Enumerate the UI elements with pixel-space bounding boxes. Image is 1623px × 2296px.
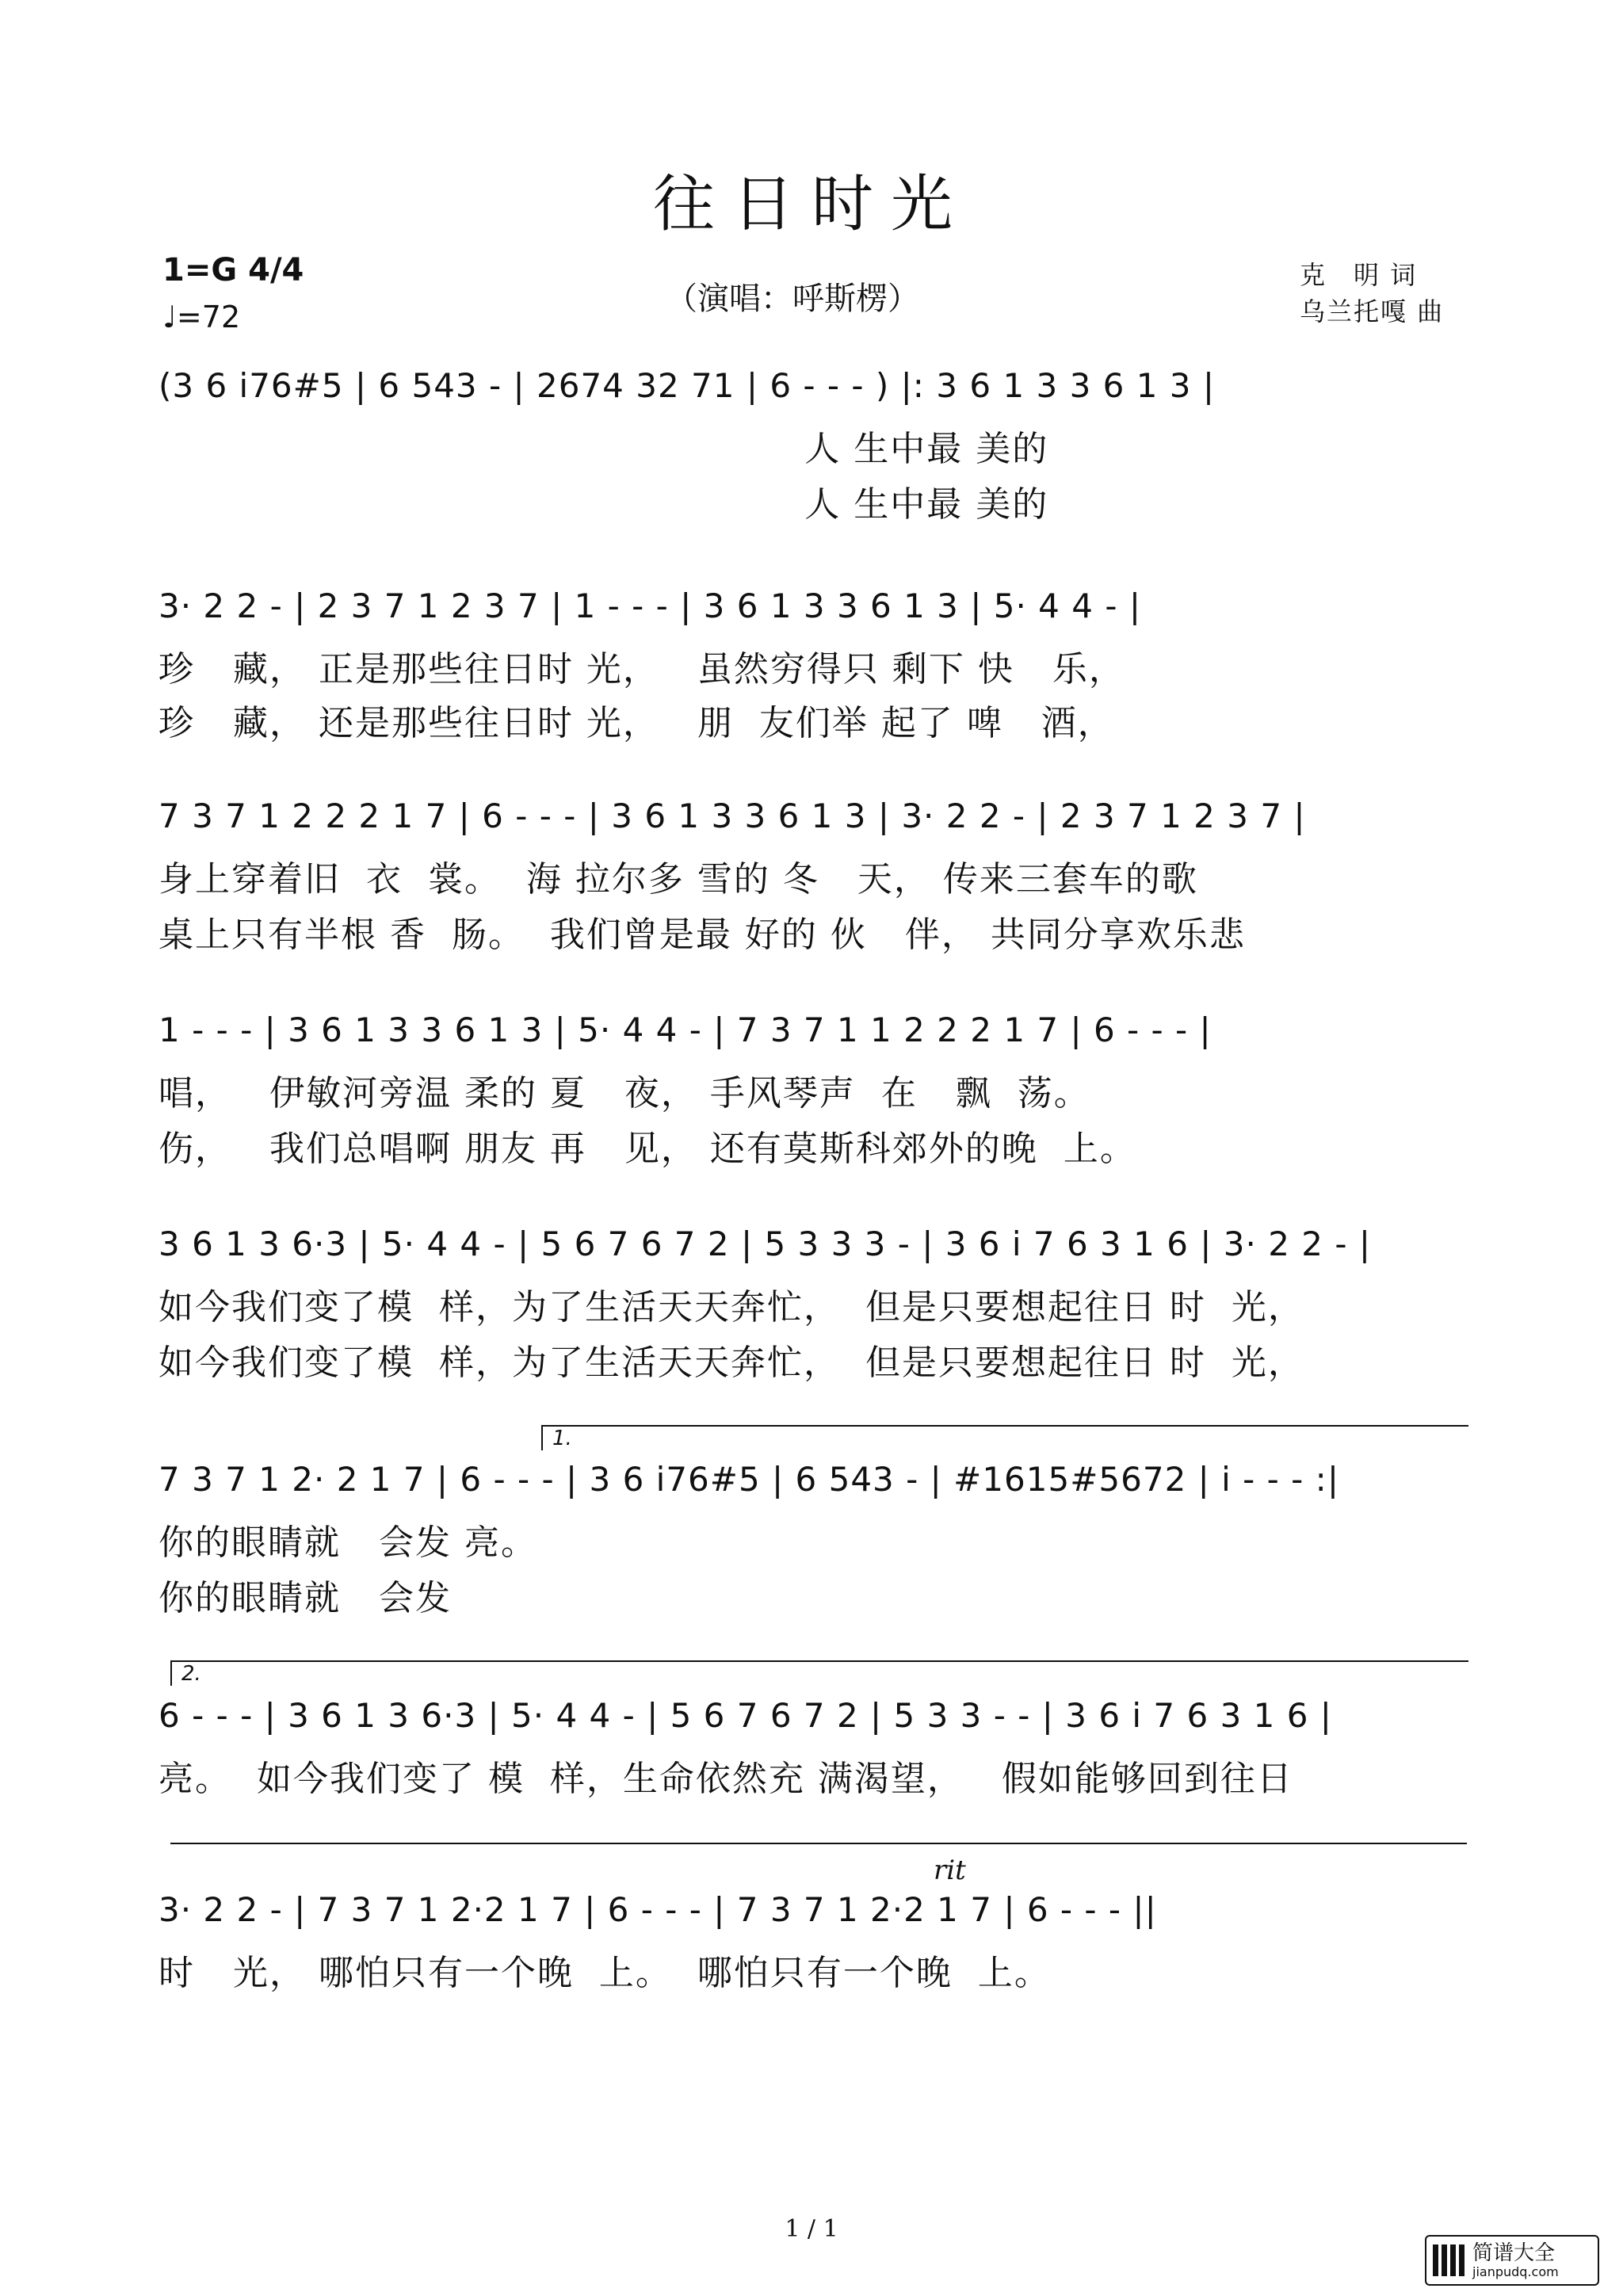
notation-row-5: 3 6 1 3 6·3 | 5· 4 4 - | 5 6 7 6 7 2 | 5 3 3 3 - | 3 6 i 7 6 3 1 6 | 3· 2 2 - |	[158, 1224, 1371, 1263]
page-number: 1 / 1	[785, 2215, 838, 2243]
lyrics-row-7-verse-1: 亮。 如今我们变了 模 样，生命依然充 满渴望， 假如能够回到往日	[158, 1759, 1293, 1799]
notation-row-3: 7 3 7 1 2 2 2 1 7 | 6 - - - | 3 6 1 3 3 6 1 3 | 3· 2 2 - | 2 3 7 1 2 3 7 |	[158, 797, 1306, 835]
lyricist-credit: 克 明 词	[1300, 260, 1418, 290]
lyrics-row-6-verse-1: 你的眼睛就 会发 亮。	[158, 1522, 537, 1563]
composer-credit: 乌兰托嘎 曲	[1300, 296, 1445, 327]
volta-label-1: 1.	[552, 1427, 572, 1450]
logo-url: jianpudq.com	[1472, 2264, 1559, 2279]
lyrics-row-4-verse-2: 伤， 我们总唱啊 朋友 再 见， 还有莫斯科郊外的晚 上。	[158, 1129, 1136, 1169]
singer-credit: （演唱：呼斯楞）	[666, 281, 919, 317]
lyrics-row-2-verse-2: 珍 藏， 还是那些往日时 光， 朋 友们举 起了 啤 酒，	[158, 703, 1114, 743]
notation-row-4: 1 - - - | 3 6 1 3 3 6 1 3 | 5· 4 4 - | 7 3 7 1 1 2 2 2 1 7 | 6 - - - |	[158, 1010, 1212, 1049]
logo-bars-icon	[1433, 2244, 1465, 2276]
system-bracket	[170, 1843, 1467, 1844]
lyrics-row-1-verse-2: 人 生中最 美的	[158, 484, 1049, 525]
logo-name: 简谱大全	[1472, 2241, 1556, 2265]
volta-bracket-1	[541, 1425, 1468, 1450]
lyrics-row-5-verse-1: 如今我们变了模 样，为了生活天天奔忙， 但是只要想起往日 时 光，	[158, 1287, 1304, 1328]
tempo-marking: ♩=72	[162, 300, 241, 334]
lyrics-row-1-verse-1: 人 生中最 美的	[158, 429, 1049, 469]
notation-row-1: (3 6 i76#5 | 6 543 - | 2674 32 71 | 6 - - - ) |: 3 6 1 3 3 6 1 3 |	[158, 366, 1216, 405]
notation-row-7: 6 - - - | 3 6 1 3 6·3 | 5· 4 4 - | 5 6 7 6 7 2 | 5 3 3 - - | 3 6 i 7 6 3 1 6 |	[158, 1696, 1332, 1735]
lyrics-row-6-verse-2: 你的眼睛就 会发	[158, 1578, 452, 1618]
lyrics-row-3-verse-1: 身上穿着旧 衣 裳。 海 拉尔多 雪的 冬 天， 传来三套车的歌	[158, 859, 1198, 900]
page-title: 往日时光	[652, 169, 970, 240]
lyrics-row-4-verse-1: 唱， 伊敏河旁温 柔的 夏 夜， 手风琴声 在 飘 荡。	[158, 1073, 1090, 1114]
volta-bracket-2	[170, 1660, 1468, 1686]
lyrics-row-5-verse-2: 如今我们变了模 样，为了生活天天奔忙， 但是只要想起往日 时 光，	[158, 1343, 1304, 1383]
volta-label-2: 2.	[181, 1662, 201, 1686]
notation-row-6: 7 3 7 1 2· 2 1 7 | 6 - - - | 3 6 i76#5 | 6 543 - | #1615#5672 | i - - - :|	[158, 1460, 1339, 1499]
lyrics-row-8-verse-1: 时 光， 哪怕只有一个晚 上。 哪怕只有一个晚 上。	[158, 1953, 1051, 1993]
lyrics-row-2-verse-1: 珍 藏， 正是那些往日时 光， 虽然穷得只 剩下 快 乐，	[158, 649, 1125, 690]
key-signature: 1=G 4/4	[162, 252, 304, 288]
ritardando-marking: rit	[934, 1855, 966, 1886]
site-logo	[1425, 2235, 1599, 2286]
lyrics-row-3-verse-2: 桌上只有半根 香 肠。 我们曾是最 好的 伙 伴， 共同分享欢乐悲	[158, 915, 1246, 955]
notation-row-8: 3· 2 2 - | 7 3 7 1 2·2 1 7 | 6 - - - | 7 3 7 1 2·2 1 7 | 6 - - - ||	[158, 1890, 1157, 1929]
notation-row-2: 3· 2 2 - | 2 3 7 1 2 3 7 | 1 - - - | 3 6 1 3 3 6 1 3 | 5· 4 4 - |	[158, 586, 1141, 625]
